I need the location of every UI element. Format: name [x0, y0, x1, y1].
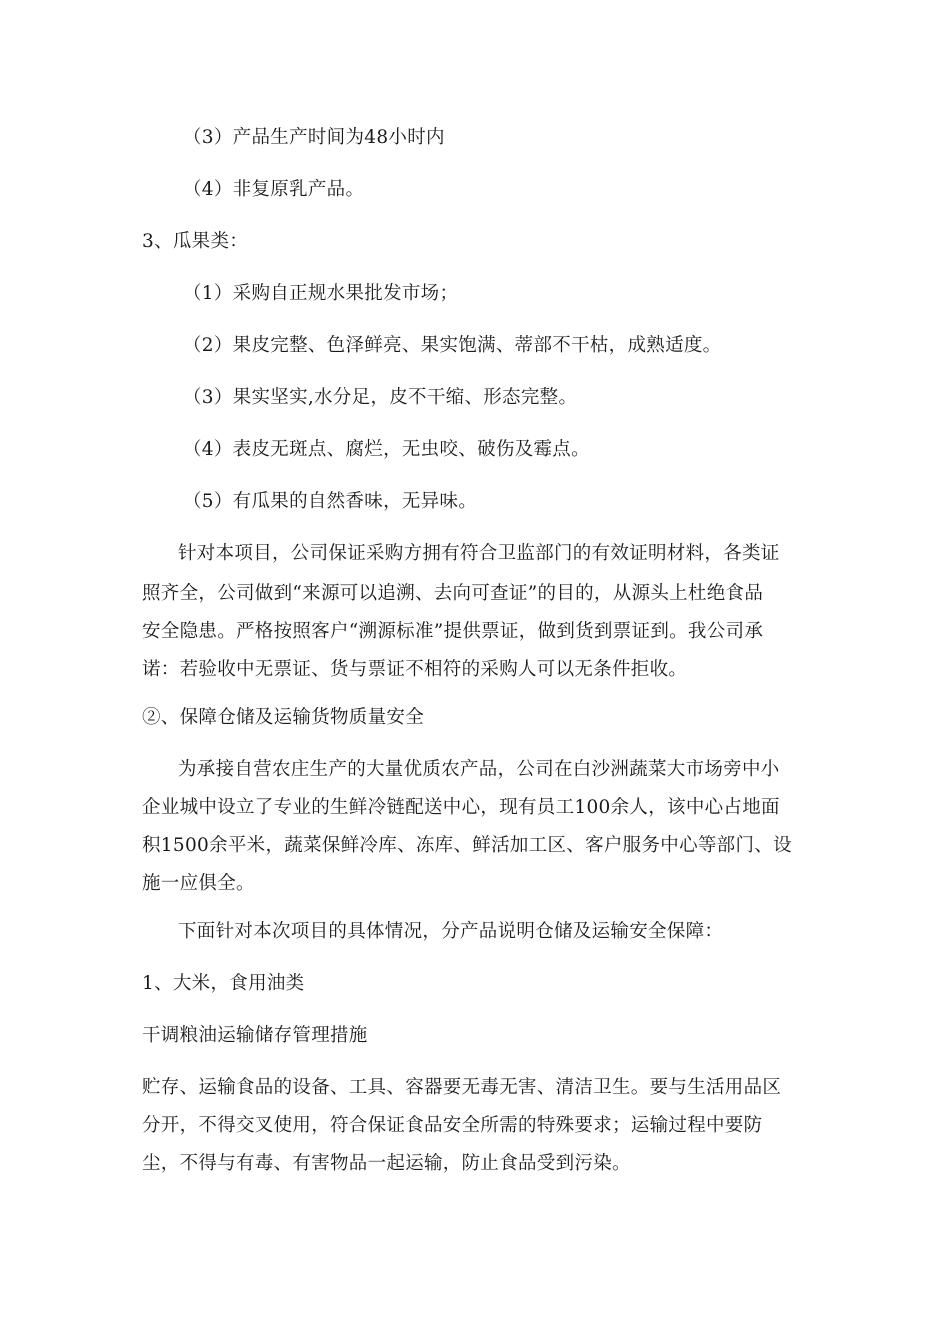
fruit-item-5: （5）有瓜果的自然香味，无异味。: [183, 491, 478, 512]
paragraph-center-line-4: 施一应俱全。: [142, 873, 255, 894]
section-heading-rice-oil: 1、大米，食用油类: [142, 973, 305, 994]
section-heading-fruits: 3、瓜果类：: [142, 231, 249, 252]
paragraph-intro: 下面针对本次项目的具体情况，分产品说明仓储及运输安全保障：: [178, 921, 724, 942]
paragraph-center-line-3: 积1500余平米，蔬菜保鲜冷库、冻库、鲜活加工区、客户服务中心等部门、设: [142, 835, 792, 856]
fruit-item-2: （2）果皮完整、色泽鲜亮、果实饱满、蒂部不干枯，成熟适度。: [183, 335, 722, 356]
paragraph-center-line-1: 为承接自营农庄生产的大量优质农产品，公司在白沙洲蔬菜大市场旁中小: [178, 759, 780, 780]
paragraph-sourcing-line-3: 安全隐患。严格按照客户“溯源标准”提供票证，做到货到票证到。我公司承: [142, 621, 764, 642]
fruit-item-3: （3）果实坚实,水分足，皮不干缩、形态完整。: [183, 387, 578, 408]
paragraph-transport-line-3: 尘，不得与有毒、有害物品一起运输，防止食品受到污染。: [142, 1153, 631, 1174]
paragraph-center-line-2: 企业城中设立了专业的生鲜冷链配送中心，现有员工100余人，该中心占地面: [142, 797, 780, 818]
paragraph-sourcing-line-4: 诺：若验收中无票证、货与票证不相符的采购人可以无条件拒收。: [142, 659, 688, 680]
paragraph-transport-line-2: 分开，不得交叉使用，符合保证食品安全所需的特殊要求；运输过程中要防: [142, 1115, 763, 1136]
subheading-measures: 干调粮油运输储存管理措施: [142, 1025, 368, 1046]
fruit-item-4: （4）表皮无斑点、腐烂，无虫咬、破伤及霉点。: [183, 439, 590, 460]
dairy-item-4: （4）非复原乳产品。: [183, 179, 365, 200]
paragraph-sourcing-line-2: 照齐全，公司做到“来源可以追溯、去向可查证”的目的，从源头上杜绝食品: [142, 583, 764, 604]
fruit-item-1: （1）采购自正规水果批发市场；: [183, 283, 459, 304]
paragraph-sourcing-line-1: 针对本项目，公司保证采购方拥有符合卫监部门的有效证明材料，各类证: [178, 543, 780, 564]
section-heading-storage: ②、保障仓储及运输货物质量安全: [142, 707, 425, 728]
paragraph-transport-line-1: 贮存、运输食品的设备、工具、容器要无毒无害、清洁卫生。要与生活用品区: [142, 1077, 782, 1098]
dairy-item-3: （3）产品生产时间为48小时内: [183, 127, 445, 148]
